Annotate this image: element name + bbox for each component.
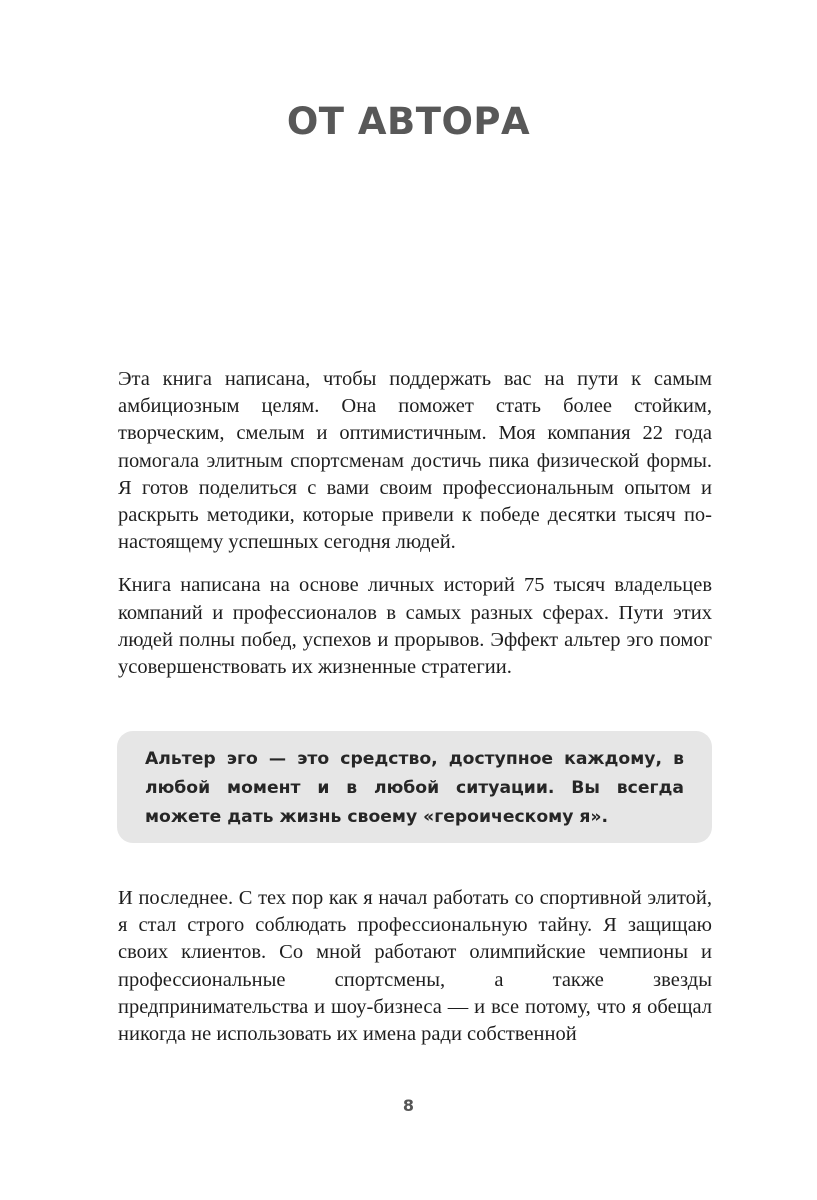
- page-number: 8: [402, 1096, 415, 1115]
- chapter-title: ОТ АВТОРА: [286, 100, 531, 143]
- callout-text: Альтер эго — это средство, доступное каждому, в любой момент и в любой ситуации. Вы всегда можете дать жизнь своему «героическому я».: [145, 749, 684, 827]
- paragraph-purpose: Эта книга написана, чтобы поддержать вас на пути к самым амбициозным целям. Она поможет стать более стойким, творческим, смелым и оптимистичным. Моя компания 22 года помогала элитным спортсменам достичь пика физической формы. Я готов поделиться с вами своим профессиональным опытом и раскрыть методики, которые привели к победе десятки тысяч по-настоящему успешных сегодня людей.: [118, 368, 712, 554]
- intro-text-block: [118, 366, 712, 697]
- paragraph-sources: Книга написана на основе личных историй 75 тысяч владельцев компаний и профессионалов в самых разных сферах. Пути этих людей полны побед, успехов и прорывов. Эффект альтер эго помог усовершенствовать их жизненные стратегии.: [118, 574, 712, 679]
- closing-text-block: [118, 885, 712, 1064]
- highlight-callout: [117, 731, 712, 843]
- paragraph-confidentiality: И последнее. С тех пор как я начал работать со спортивной элитой, я стал строго соблюдать профессиональную тайну. Я защищаю своих клиентов. Со мной работают олимпийские чемпионы и профессиональные спортсмены, а также звезды предпринимательства и шоу-бизнеса — и все потому, что я обещал никогда не использовать их имена ради собственной: [118, 887, 712, 1046]
